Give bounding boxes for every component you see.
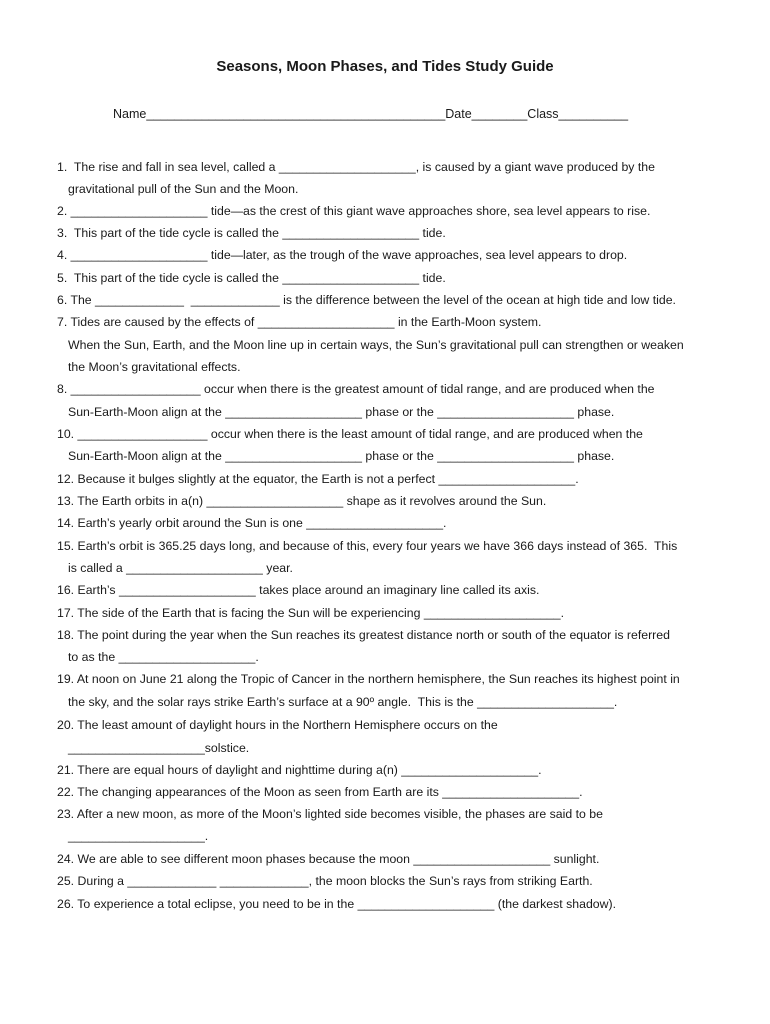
question-line: Sun-Earth-Moon align at the ____________________ phase or the ____________________ phase.: [68, 405, 615, 419]
question-line: 10. ___________________ occur when there is the least amount of tidal range, and are produced when the: [57, 427, 643, 441]
question-line: 4. ____________________ tide—later, as the trough of the wave approaches, sea level appears to drop.: [57, 248, 628, 262]
question-line: 20. The least amount of daylight hours in the Northern Hemisphere occurs on the: [57, 718, 498, 732]
question-line: is called a ____________________ year.: [68, 561, 293, 575]
question-line: 23. After a new moon, as more of the Moon’s lighted side becomes visible, the phases are said to be: [57, 807, 603, 821]
question-line: 18. The point during the year when the Sun reaches its greatest distance north or south of the equator is referred: [57, 628, 670, 642]
question-line: 24. We are able to see different moon phases because the moon ____________________ sunlight.: [57, 852, 600, 866]
question-line: 5. This part of the tide cycle is called the ____________________ tide.: [57, 271, 446, 285]
question-line: When the Sun, Earth, and the Moon line up in certain ways, the Sun’s gravitational pull can strengthen or weaken: [68, 338, 684, 352]
question-line: Sun-Earth-Moon align at the ____________________ phase or the ____________________ phase.: [68, 449, 615, 463]
question-line: 12. Because it bulges slightly at the equator, the Earth is not a perfect ____________________.: [57, 472, 579, 486]
question-line: 15. Earth’s orbit is 365.25 days long, and because of this, every four years we have 366 days instead of 365. This: [57, 539, 678, 553]
question-line: the Moon’s gravitational effects.: [68, 360, 241, 374]
question-line: 13. The Earth orbits in a(n) ____________________ shape as it revolves around the Sun.: [57, 494, 547, 508]
question-line: ____________________.: [68, 829, 209, 843]
name-date-class-line: Name___________________________________________Date________Class__________: [113, 107, 629, 121]
question-line: 19. At noon on June 21 along the Tropic of Cancer in the northern hemisphere, the Sun reaches its highest point in: [57, 672, 680, 686]
question-line: ____________________solstice.: [68, 741, 250, 755]
question-line: 1. The rise and fall in sea level, called a ____________________, is caused by a giant wave produced by the: [57, 160, 655, 174]
question-line: 7. Tides are caused by the effects of ____________________ in the Earth-Moon system.: [57, 315, 542, 329]
question-line: 2. ____________________ tide—as the crest of this giant wave approaches shore, sea level appears to rise.: [57, 204, 651, 218]
question-line: 26. To experience a total eclipse, you need to be in the ____________________ (the darkest shadow).: [57, 897, 617, 911]
question-line: gravitational pull of the Sun and the Moon.: [68, 182, 299, 196]
question-line: 21. There are equal hours of daylight and nighttime during a(n) ____________________.: [57, 763, 542, 777]
question-line: 8. ___________________ occur when there is the greatest amount of tidal range, and are produced when the: [57, 382, 655, 396]
question-line: to as the ____________________.: [68, 650, 259, 664]
question-line: 3. This part of the tide cycle is called the ____________________ tide.: [57, 226, 446, 240]
question-line: 6. The _____________ _____________ is the difference between the level of the ocean at high tide and low tide.: [57, 293, 676, 307]
question-line: 22. The changing appearances of the Moon as seen from Earth are its ____________________.: [57, 785, 583, 799]
question-line: 16. Earth’s ____________________ takes place around an imaginary line called its axis.: [57, 583, 540, 597]
question-line: the sky, and the solar rays strike Earth’s surface at a 90º angle. This is the ____________________.: [68, 695, 618, 709]
question-line: 14. Earth’s yearly orbit around the Sun is one ____________________.: [57, 516, 447, 530]
page-title: Seasons, Moon Phases, and Tides Study Guide: [216, 58, 554, 75]
question-line: 17. The side of the Earth that is facing the Sun will be experiencing ____________________.: [57, 606, 565, 620]
question-line: 25. During a _____________ _____________, the moon blocks the Sun’s rays from striking Earth.: [57, 874, 593, 888]
